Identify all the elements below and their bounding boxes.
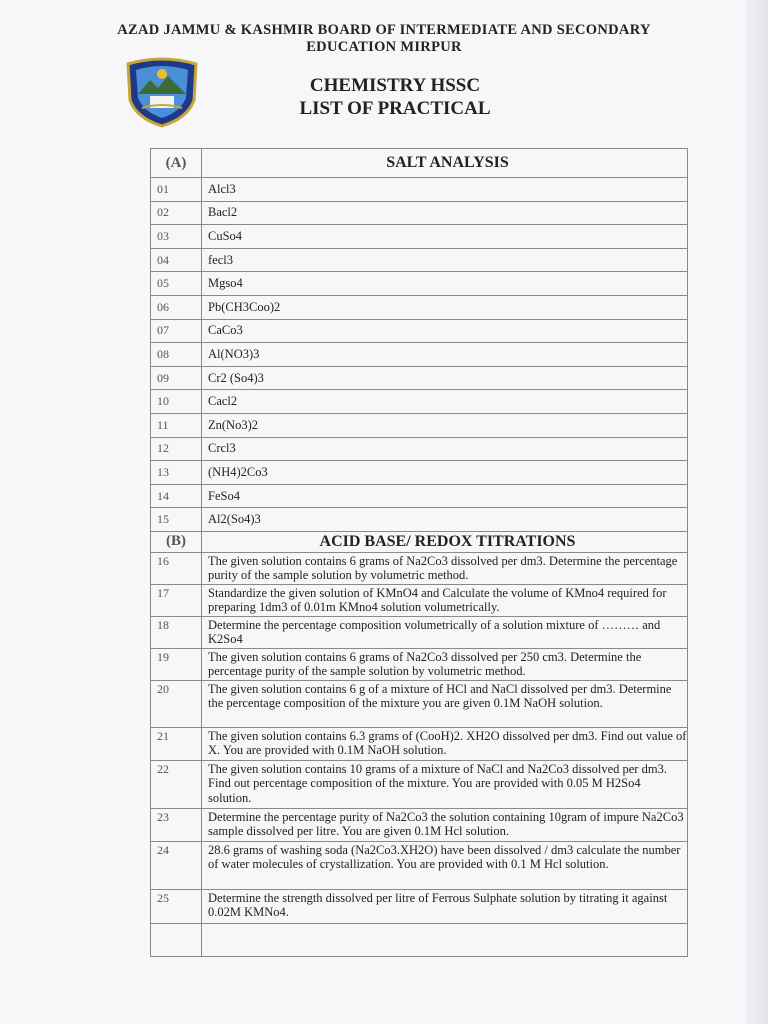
- salt-row: [151, 366, 688, 390]
- board-name-line2: EDUCATION MIRPUR: [306, 39, 462, 55]
- practical-number: 16: [151, 552, 202, 584]
- practical-number: 15: [151, 508, 202, 532]
- salt-row: [151, 508, 688, 532]
- subject-title: CHEMISTRY HSSC: [309, 75, 481, 96]
- practical-number: 20: [151, 680, 202, 727]
- blank-row: [151, 923, 688, 956]
- board-name-line1: AZAD JAMMU & KASHMIR BOARD OF INTERMEDIATE AND SECONDARY: [117, 22, 651, 38]
- titration-row: [151, 841, 688, 889]
- practical-number: 09: [151, 366, 202, 390]
- titration-row: [151, 727, 688, 760]
- titration-description: 28.6 grams of washing soda (Na2Co3.XH2O) have been dissolved / dm3 calculate the number of water molecules of crystallization. You are provided with 0.1 M Hcl solution.: [202, 841, 688, 889]
- titration-description: The given solution contains 6 g of a mixture of HCl and NaCl dissolved per dm3. Determine the percentage composition of the mixture you are given 0.1M NaOH solution.: [202, 680, 688, 727]
- practical-number: 07: [151, 319, 202, 343]
- practical-number: 25: [151, 889, 202, 923]
- salt-row: [151, 484, 688, 508]
- practical-number: 06: [151, 295, 202, 319]
- practical-number: 08: [151, 343, 202, 367]
- practical-list-table: [150, 148, 688, 957]
- practical-number: 02: [151, 201, 202, 225]
- practical-number: 11: [151, 413, 202, 437]
- titration-row: [151, 808, 688, 841]
- salt-row: [151, 319, 688, 343]
- practical-number: 01: [151, 178, 202, 202]
- section-label: (B): [151, 531, 202, 552]
- salt-row: [151, 461, 688, 485]
- salt-row: [151, 437, 688, 461]
- salt-row: [151, 248, 688, 272]
- salt-row: [151, 390, 688, 414]
- salt-name: Al2(So4)3: [202, 508, 688, 532]
- practical-number: 22: [151, 760, 202, 808]
- salt-name: (NH4)2Co3: [202, 461, 688, 485]
- practical-number: 24: [151, 841, 202, 889]
- practical-number: 23: [151, 808, 202, 841]
- titration-description: The given solution contains 10 grams of a mixture of NaCl and Na2Co3 dissolved per dm3. Find out percentage composition of the mixture. You are provided with 0.05 M H2So4 solution.: [202, 760, 688, 808]
- salt-name: Crcl3: [202, 437, 688, 461]
- titration-description: The given solution contains 6.3 grams of (CooH)2. XH2O dissolved per dm3. Find out value of X. You are provided with 0.1M NaOH solution.: [202, 727, 688, 760]
- practical-number: 21: [151, 727, 202, 760]
- practical-number: 10: [151, 390, 202, 414]
- practical-number: 04: [151, 248, 202, 272]
- salt-name: fecl3: [202, 248, 688, 272]
- blank-cell: [151, 923, 202, 956]
- titration-row: [151, 680, 688, 727]
- board-crest-logo: [122, 56, 202, 128]
- salt-name: Zn(No3)2: [202, 413, 688, 437]
- section-title: SALT ANALYSIS: [202, 149, 688, 178]
- titration-description: Determine the percentage composition volumetrically of a solution mixture of ……… and K2So4: [202, 616, 688, 648]
- salt-row: [151, 413, 688, 437]
- titration-row: [151, 584, 688, 616]
- practical-number: 13: [151, 461, 202, 485]
- practical-number: 17: [151, 584, 202, 616]
- titration-row: [151, 889, 688, 923]
- salt-row: [151, 225, 688, 249]
- section-label: (A): [151, 149, 202, 178]
- salt-name: Cacl2: [202, 390, 688, 414]
- page-edge-shadow: [746, 0, 768, 1024]
- document-header: [0, 22, 768, 56]
- salt-name: Bacl2: [202, 201, 688, 225]
- practical-number: 18: [151, 616, 202, 648]
- blank-cell: [202, 923, 688, 956]
- section-a-header: [151, 149, 688, 178]
- salt-name: Alcl3: [202, 178, 688, 202]
- salt-row: [151, 272, 688, 296]
- salt-row: [151, 178, 688, 202]
- practical-number: 03: [151, 225, 202, 249]
- salt-row: [151, 201, 688, 225]
- titration-row: [151, 552, 688, 584]
- titration-row: [151, 648, 688, 680]
- document-title: [230, 74, 560, 120]
- practical-number: 12: [151, 437, 202, 461]
- practical-number: 19: [151, 648, 202, 680]
- titration-row: [151, 616, 688, 648]
- section-title: ACID BASE/ REDOX TITRATIONS: [202, 531, 688, 552]
- salt-name: CuSo4: [202, 225, 688, 249]
- titration-description: Standardize the given solution of KMnO4 and Calculate the volume of KMno4 required for preparing 1dm3 of 0.01m KMno4 solution volumetrically.: [202, 584, 688, 616]
- salt-row: [151, 295, 688, 319]
- practical-number: 14: [151, 484, 202, 508]
- salt-name: CaCo3: [202, 319, 688, 343]
- salt-name: Cr2 (So4)3: [202, 366, 688, 390]
- salt-name: Mgso4: [202, 272, 688, 296]
- titration-description: The given solution contains 6 grams of Na2Co3 dissolved per 250 cm3. Determine the percentage purity of the sample solution by volumetric method.: [202, 648, 688, 680]
- practical-number: 05: [151, 272, 202, 296]
- salt-name: Pb(CH3Coo)2: [202, 295, 688, 319]
- titration-row: [151, 760, 688, 808]
- section-b-header: [151, 531, 688, 552]
- salt-name: FeSo4: [202, 484, 688, 508]
- titration-description: Determine the percentage purity of Na2Co3 the solution containing 10gram of impure Na2Co3 sample dissolved per litre. You are given 0.1M Hcl solution.: [202, 808, 688, 841]
- titration-description: The given solution contains 6 grams of Na2Co3 dissolved per dm3. Determine the percentage purity of the sample solution by volumetric method.: [202, 552, 688, 584]
- salt-row: [151, 343, 688, 367]
- titration-description: Determine the strength dissolved per litre of Ferrous Sulphate solution by titrating it against 0.02M KMNo4.: [202, 889, 688, 923]
- list-title: LIST OF PRACTICAL: [299, 98, 491, 119]
- salt-name: Al(NO3)3: [202, 343, 688, 367]
